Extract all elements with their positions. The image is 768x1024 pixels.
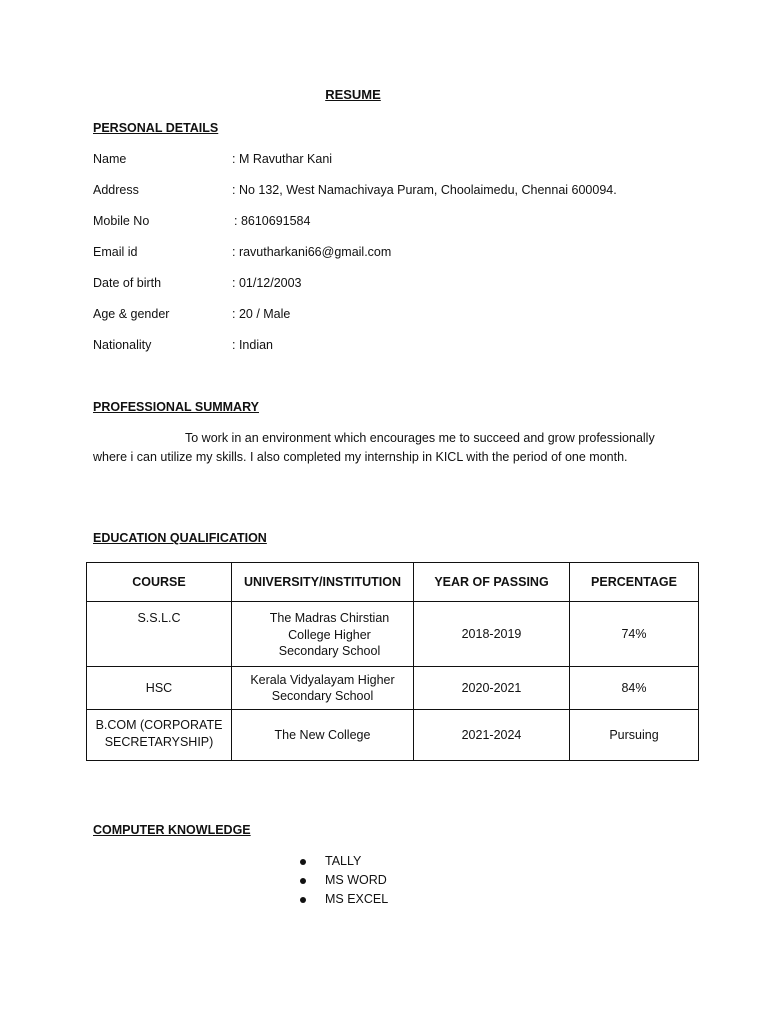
computer-knowledge-heading: COMPUTER KNOWLEDGE <box>93 823 251 837</box>
course-cell: B.COM (CORPORATE SECRETARYSHIP) <box>87 710 232 761</box>
column-header-year: YEAR OF PASSING <box>414 563 570 602</box>
professional-summary-text: To work in an environment which encourages me to succeed and grow professionally where i can utilize my skills. I also completed my internship in KICL with the period of one month. <box>93 431 655 464</box>
institution-cell: The New College <box>232 710 414 761</box>
skill-label: MS WORD <box>325 873 387 887</box>
year-cell: 2021-2024 <box>414 710 570 761</box>
detail-label: Mobile No <box>93 214 150 228</box>
skill-label: TALLY <box>325 854 362 868</box>
institution-cell: The Madras Chirstian College Higher Secondary School <box>232 602 414 667</box>
personal-details-heading: PERSONAL DETAILS <box>93 121 219 135</box>
detail-value: : 8610691584 <box>234 214 311 228</box>
education-table <box>86 562 699 761</box>
bullet-icon <box>300 859 306 865</box>
detail-label: Date of birth <box>93 276 162 290</box>
percentage-cell: 74% <box>570 602 699 667</box>
column-header-percentage: PERCENTAGE <box>570 563 699 602</box>
detail-label: Email id <box>93 245 138 259</box>
bullet-icon <box>300 897 306 903</box>
detail-label: Nationality <box>93 338 152 352</box>
institution-cell: Kerala Vidyalayam Higher Secondary School <box>232 667 414 710</box>
detail-value: : No 132, West Namachivaya Puram, Choolaimedu, Chennai 600094. <box>232 183 617 197</box>
education-heading: EDUCATION QUALIFICATION <box>93 531 267 545</box>
course-cell: HSC <box>87 667 232 710</box>
year-cell: 2020-2021 <box>414 667 570 710</box>
skill-label: MS EXCEL <box>325 892 389 906</box>
professional-summary-heading: PROFESSIONAL SUMMARY <box>93 400 259 414</box>
year-cell: 2018-2019 <box>414 602 570 667</box>
detail-label: Address <box>93 183 139 197</box>
detail-value: : 01/12/2003 <box>232 276 302 290</box>
detail-value: : Indian <box>232 338 274 352</box>
column-header-course: COURSE <box>87 563 232 602</box>
bullet-icon <box>300 878 306 884</box>
detail-value: : 20 / Male <box>232 307 291 321</box>
table-header-row <box>87 563 699 602</box>
percentage-cell: Pursuing <box>570 710 699 761</box>
detail-label: Age & gender <box>93 307 170 321</box>
detail-value: : M Ravuthar Kani <box>232 152 333 166</box>
column-header-institution: UNIVERSITY/INSTITUTION <box>232 563 414 602</box>
detail-value: : ravutharkani66@gmail.com <box>232 245 392 259</box>
page-title: RESUME <box>325 87 381 102</box>
course-cell: S.S.L.C <box>87 602 232 667</box>
detail-label: Name <box>93 152 127 166</box>
table-row <box>87 602 699 667</box>
table-row <box>87 710 699 761</box>
percentage-cell: 84% <box>570 667 699 710</box>
table-row <box>87 667 699 710</box>
